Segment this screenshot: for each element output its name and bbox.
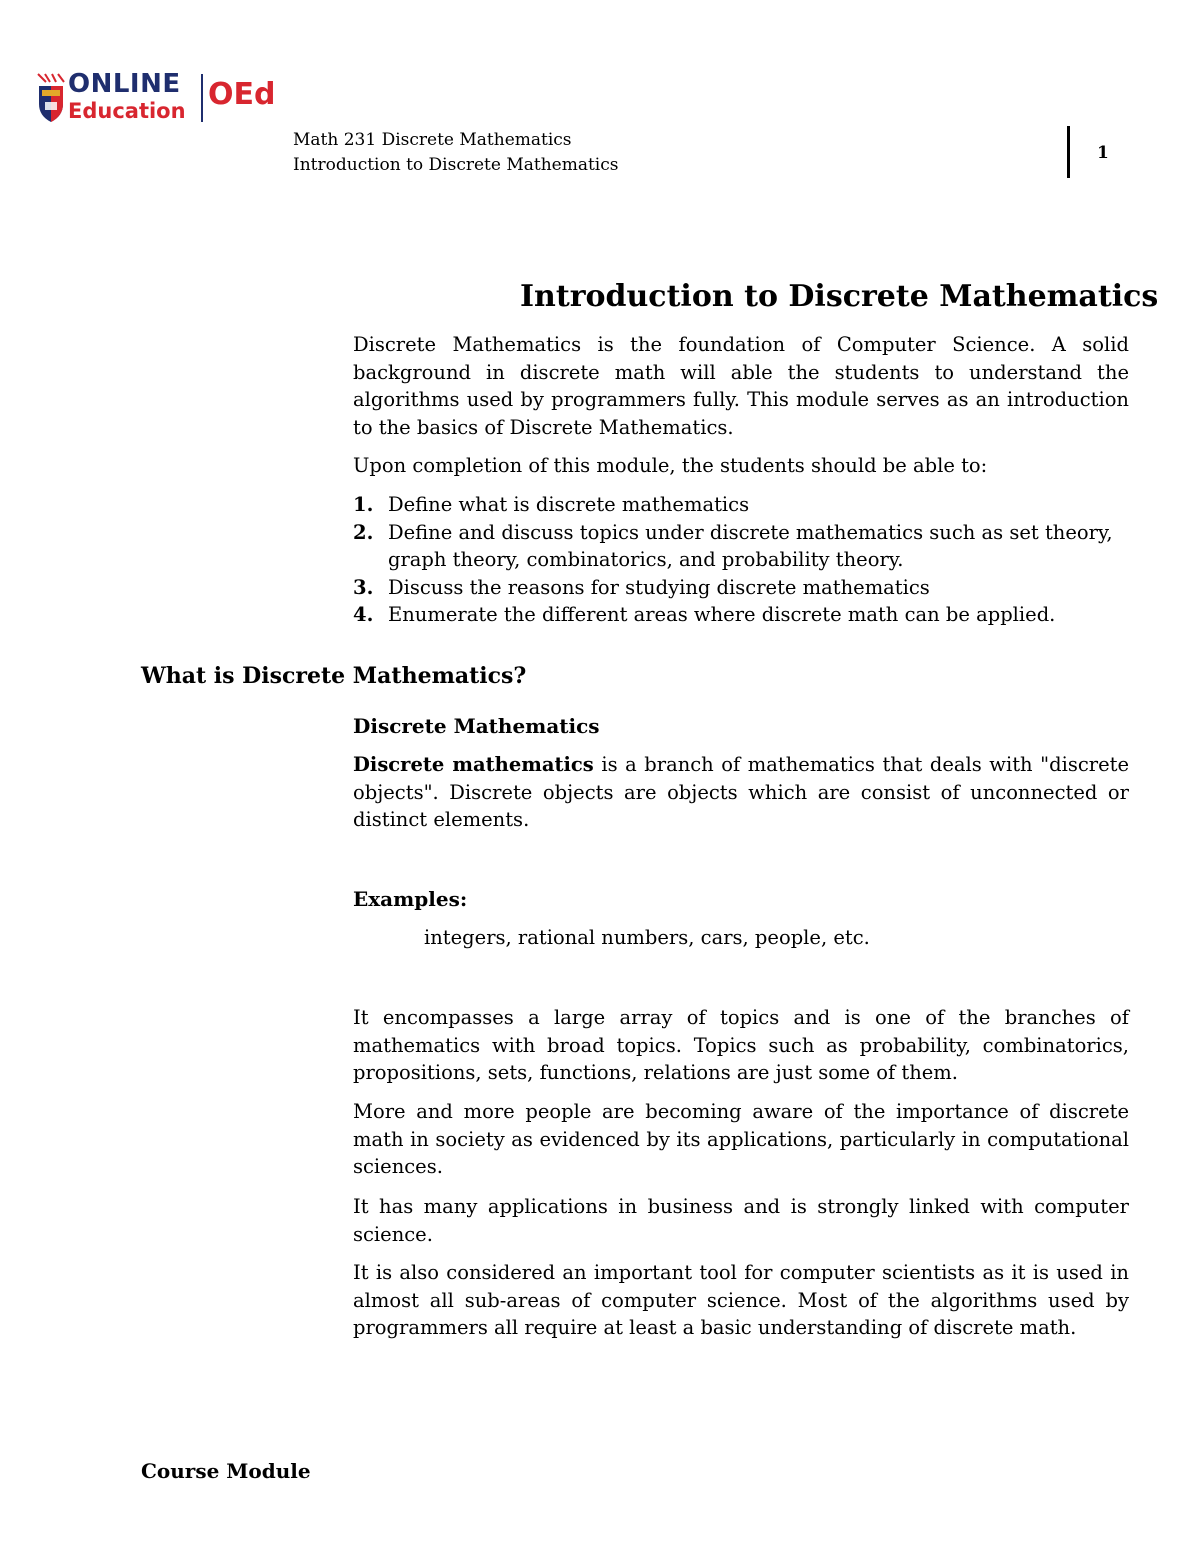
- objective-text: Discuss the reasons for studying discrete mathematics: [388, 575, 930, 599]
- logo-oed-text: OEd: [208, 77, 276, 112]
- subheading: Discrete Mathematics: [353, 714, 600, 738]
- header-course: Math 231 Discrete Mathematics: [293, 130, 572, 150]
- logo-online-text: ONLINE: [68, 69, 181, 99]
- objective-number: 4.: [353, 603, 374, 626]
- logo-education-text: Education: [68, 99, 186, 123]
- objectives-list: [353, 491, 1129, 629]
- logo-separator: [201, 74, 203, 122]
- objective-number: 1.: [353, 493, 374, 516]
- header-topic: Introduction to Discrete Mathematics: [293, 155, 619, 175]
- body-paragraph: It encompasses a large array of topics and is one of the branches of mathematics with broad topics. Topics such as probability, combinatorics, propositions, sets, functions, relations are just some of them.: [353, 1006, 1129, 1084]
- objective-item: [353, 491, 1129, 519]
- footer-label: Course Module: [141, 1459, 311, 1483]
- body-paragraph: It has many applications in business and is strongly linked with computer science.: [353, 1195, 1129, 1246]
- body-paragraph: More and more people are becoming aware of the importance of discrete math in society as evidenced by its applications, particularly in computational sciences.: [353, 1100, 1129, 1178]
- intro-paragraph: Discrete Mathematics is the foundation of Computer Science. A solid background in discrete math will able the students to understand the algorithms used by programmers fully. This module serves as an introduction to the basics of Discrete Mathematics.: [353, 333, 1129, 439]
- objective-item: [353, 601, 1129, 629]
- objectives-lead: Upon completion of this module, the students should be able to:: [353, 454, 988, 477]
- objective-text: Enumerate the different areas where discrete math can be applied.: [388, 603, 1056, 626]
- objective-item: [353, 519, 1129, 574]
- definition-term: Discrete mathematics: [353, 753, 594, 776]
- definition-paragraph: [353, 751, 1129, 834]
- section-heading: What is Discrete Mathematics?: [141, 663, 527, 689]
- shield-icon: [36, 72, 66, 124]
- objective-number: 2.: [353, 520, 374, 544]
- body-paragraph: It is also considered an important tool for computer scientists as it is used in almost all sub-areas of computer science. Most of the algorithms used by programmers all require at least a basic understanding of discrete math.: [353, 1261, 1129, 1339]
- header-divider: [1067, 126, 1070, 178]
- objective-item: [353, 574, 1129, 602]
- page-number: 1: [1097, 143, 1109, 163]
- objective-number: 3.: [353, 575, 374, 599]
- examples-text: integers, rational numbers, cars, people, etc.: [424, 926, 870, 949]
- examples-label: Examples:: [353, 887, 468, 911]
- page-title: Introduction to Discrete Mathematics: [520, 279, 1159, 314]
- objective-text: Define and discuss topics under discrete mathematics such as set theory, graph theory, combinatorics, and probability theory.: [388, 520, 1113, 571]
- objective-text: Define what is discrete mathematics: [388, 493, 750, 516]
- definition-text: is a branch of mathematics that deals with "discrete objects". Discrete objects are objects which are consist of unconnected or distinct elements.: [353, 753, 1129, 831]
